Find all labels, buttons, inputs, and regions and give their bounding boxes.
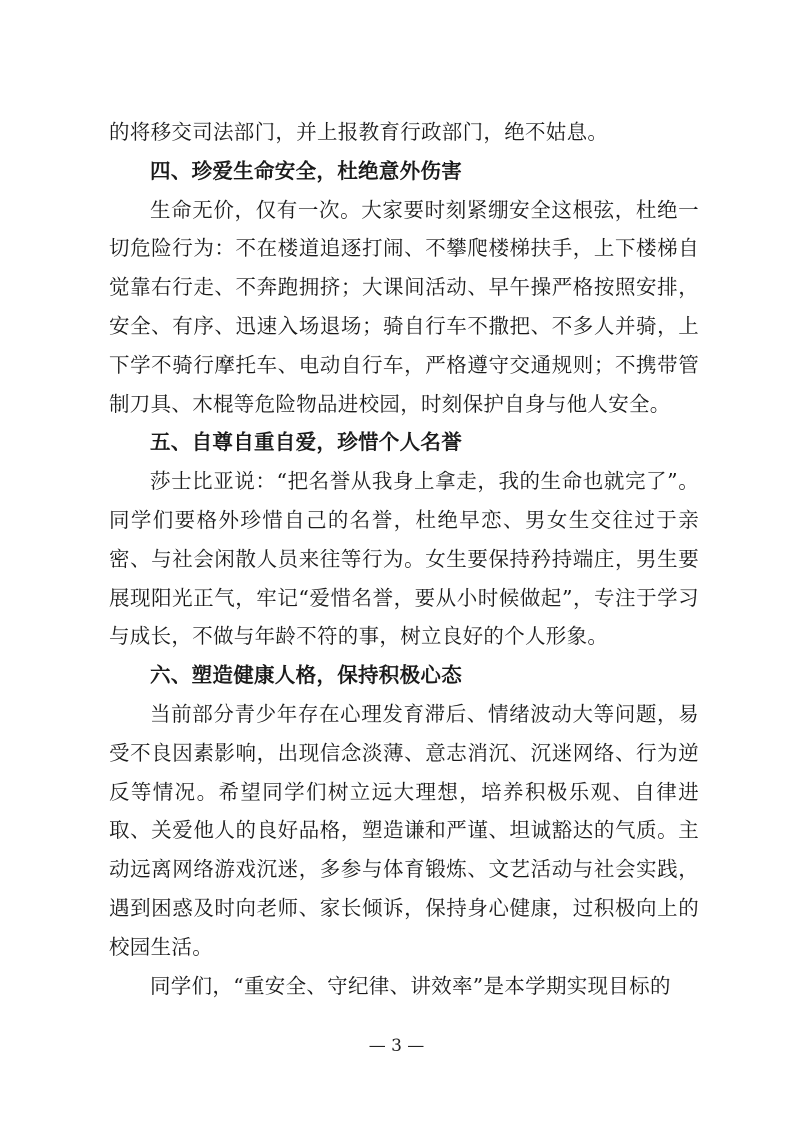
paragraph-closing: 同学们，“重安全、守纪律、讲效率”是本学期实现目标的 [150, 973, 671, 998]
paragraph-personality: 当前部分青少年存在心理发育滞后、情绪波动大等问题，易受不良因素影响，出现信念淡薄、意志消沉、沉迷网络、行为逆反等情况。希望同学们树立远大理想，培养积极乐观、自律进取、关爱他人的良好品格，塑造谦和严谨、坦诚豁达的气质。主动远离网络游戏沉迷，多参与体育锻炼、文艺活动与社会实践，遇到困惑及时向老师、家长倾诉，保持身心健康，过积极向上的校园生活。 [109, 701, 699, 959]
paragraph-continuation: 的将移交司法部门，并上报教育行政部门，绝不姑息。 [109, 120, 609, 144]
section-heading-6: 六、塑造健康人格，保持积极心态 [150, 663, 462, 688]
section-heading-4: 四、珍爱生命安全，杜绝意外伤害 [150, 158, 462, 183]
document-body [109, 113, 699, 1005]
paragraph-safety: 生命无价，仅有一次。大家要时刻紧绷安全这根弦，杜绝一切危险行为：不在楼道追逐打闹、不攀爬楼梯扶手，上下楼梯自觉靠右行走、不奔跑拥挤；大课间活动、早午操严格按照安排，安全、有序、迅速入场退场；骑自行车不撒把、不多人并骑，上下学不骑行摩托车、电动自行车，严格遵守交通规则；不携带管制刀具、木棍等危险物品进校园，时刻保护自身与他人安全。 [109, 197, 699, 416]
page-number: — 3 — [368, 1036, 425, 1056]
section-heading-5: 五、自尊自重自爱，珍惜个人名誉 [150, 430, 462, 455]
paragraph-reputation: 莎士比亚说：“把名誉从我身上拿走，我的生命也就完了”。同学们要格外珍惜自己的名誉，杜绝早恋、男女生交往过于亲密、与社会闲散人员来往等行为。女生要保持矜持端庄，男生要展现阳光正气，牢记“爱惜名誉，要从小时候做起”，专注于学习与成长，不做与年龄不符的事，树立良好的个人形象。 [109, 469, 699, 649]
